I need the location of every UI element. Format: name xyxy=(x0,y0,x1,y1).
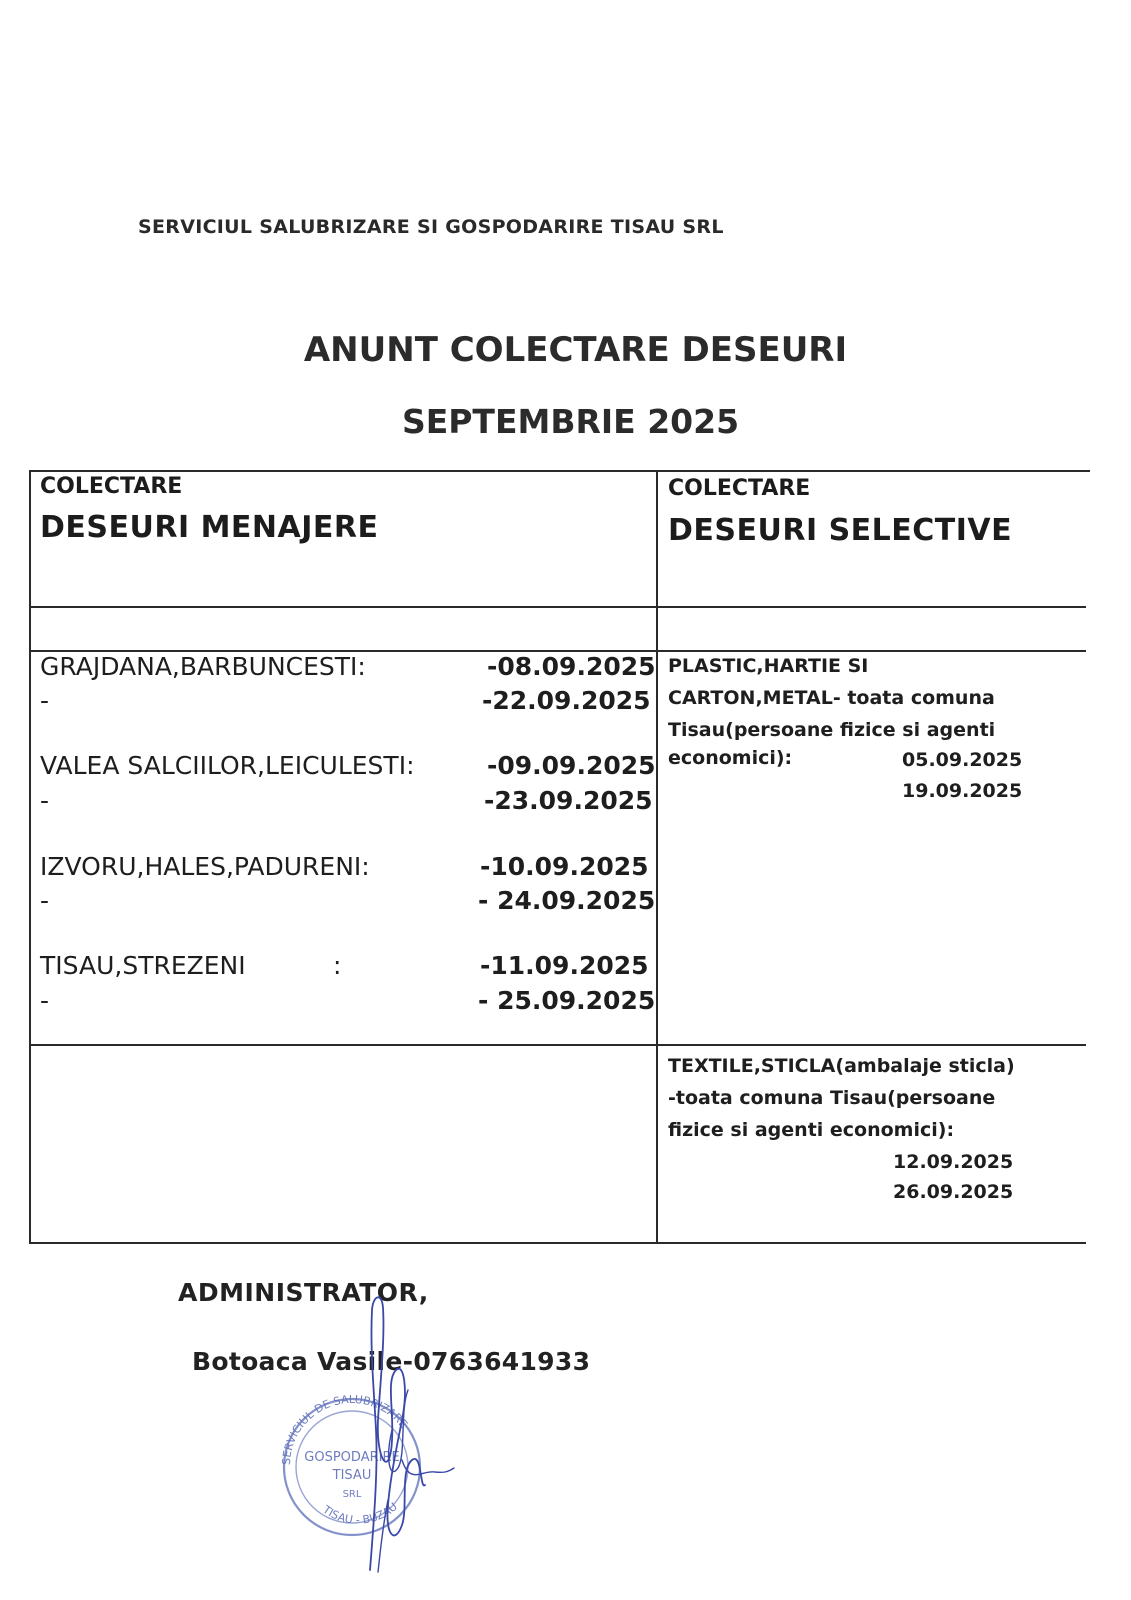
table-middle-divider xyxy=(30,1044,1086,1046)
table-bottom-border xyxy=(30,1242,1086,1244)
selective-text-line: -toata comuna Tisau(persoane xyxy=(668,1087,996,1109)
left-header-line1: COLECTARE xyxy=(40,474,183,499)
location-name: TISAU,STREZENI xyxy=(40,951,246,980)
left-header-line2: DESEURI MENAJERE xyxy=(40,510,379,545)
collection-date: -22.09.2025 xyxy=(482,686,651,715)
collection-date: -11.09.2025 xyxy=(480,951,649,980)
collection-date: 26.09.2025 xyxy=(893,1181,1014,1203)
location-colon: : xyxy=(333,951,342,980)
document-period: SEPTEMBRIE 2025 xyxy=(401,402,740,441)
signature-icon xyxy=(330,1290,460,1580)
table-left-border xyxy=(29,470,31,1244)
dash-marker: - xyxy=(40,886,50,915)
selective-text-line: economici): xyxy=(668,747,793,769)
dash-marker: - xyxy=(40,986,50,1015)
collection-date: -23.09.2025 xyxy=(484,786,653,815)
table-top-border xyxy=(30,470,1090,472)
collection-date: 05.09.2025 xyxy=(902,749,1023,771)
stamp-center-text: TISAU xyxy=(332,1468,372,1483)
collection-date: - 24.09.2025 xyxy=(478,886,656,915)
dash-marker: - xyxy=(40,786,50,815)
collection-date: -08.09.2025 xyxy=(487,652,656,681)
right-header-line1: COLECTARE xyxy=(668,476,811,501)
stamp-top-text: SERVICIUL DE SALUBRIZARE xyxy=(279,1392,411,1466)
location-name: GRAJDANA,BARBUNCESTI: xyxy=(40,652,366,681)
table-center-divider xyxy=(656,470,658,1244)
collection-date: 19.09.2025 xyxy=(902,780,1023,802)
dash-marker: - xyxy=(40,686,50,715)
location-name: VALEA SALCIILOR,LEICULESTI: xyxy=(40,751,415,780)
selective-text-line: PLASTIC,HARTIE SI xyxy=(668,655,869,677)
right-header-line2: DESEURI SELECTIVE xyxy=(668,513,1013,548)
administrator-label: ADMINISTRATOR, xyxy=(178,1278,429,1307)
stamp-bottom-text: TISAU - BUZAU xyxy=(320,1500,400,1527)
collection-date: -10.09.2025 xyxy=(480,852,649,881)
administrator-contact: Botoaca Vasile-0763641933 xyxy=(192,1347,591,1376)
document-title: ANUNT COLECTARE DESEURI xyxy=(303,330,848,370)
selective-text-line: TEXTILE,STICLA(ambalaje sticla) xyxy=(668,1055,1015,1077)
collection-date: -09.09.2025 xyxy=(487,751,656,780)
collection-date: 12.09.2025 xyxy=(893,1151,1014,1173)
stamp-center-text: SRL xyxy=(342,1489,362,1500)
collection-date: - 25.09.2025 xyxy=(478,986,656,1015)
selective-text-line: CARTON,METAL- toata comuna xyxy=(668,687,995,709)
selective-text-line: Tisau(persoane fizice si agenti xyxy=(668,719,996,741)
table-header-divider xyxy=(30,606,1086,608)
location-name: IZVORU,HALES,PADURENI: xyxy=(40,852,370,881)
company-name: SERVICIUL SALUBRIZARE SI GOSPODARIRE TISAU SRL xyxy=(138,216,724,238)
selective-text-line: fizice si agenti economici): xyxy=(668,1119,955,1141)
stamp-center-text: GOSPODARIRE xyxy=(304,1450,400,1465)
